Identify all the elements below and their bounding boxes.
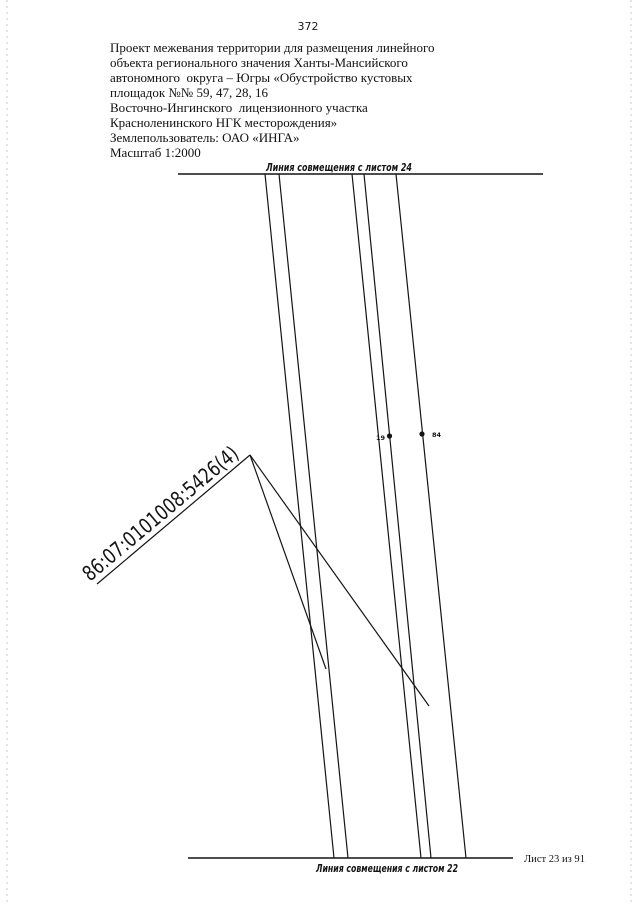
boundary-line: [265, 174, 334, 858]
header-line: Красноленинского НГК месторождения»: [110, 115, 338, 130]
page-number: 372: [297, 20, 319, 33]
top-match-line-label: Линия совмещения с листом 24: [265, 162, 412, 174]
survey-point-label: 84: [432, 431, 442, 439]
boundary-line: [364, 174, 431, 858]
header-line: Землепользователь: ОАО «ИНГА»: [110, 130, 300, 145]
survey-point-marker: [419, 431, 424, 436]
header-line: Восточно-Ингинского лицензионного участка: [110, 100, 368, 115]
sheet-label: Лист 23 из 91: [524, 853, 585, 865]
cadastral-leader-line: [250, 455, 326, 669]
cadastral-leader-line: [250, 455, 429, 706]
boundary-line: [279, 174, 348, 858]
survey-point-marker: [387, 433, 392, 438]
cadastral-label-underline: [97, 455, 250, 584]
parcel-cadastral-number: 86:07:0101008:5426(4): [77, 405, 286, 586]
header-line: площадок №№ 59, 47, 28, 16: [110, 85, 268, 100]
header-line: автономного округа – Югры «Обустройство кустовых: [110, 70, 413, 85]
header-line: Масштаб 1:2000: [110, 145, 201, 160]
header-line: объекта регионального значения Ханты-Мансийского: [110, 55, 408, 70]
survey-point-label: 19: [376, 434, 386, 442]
bottom-match-line-label: Линия совмещения с листом 22: [315, 863, 458, 875]
boundary-line: [396, 174, 466, 858]
header-line: Проект межевания территории для размещения линейного: [110, 40, 435, 55]
boundary-line: [352, 174, 421, 858]
